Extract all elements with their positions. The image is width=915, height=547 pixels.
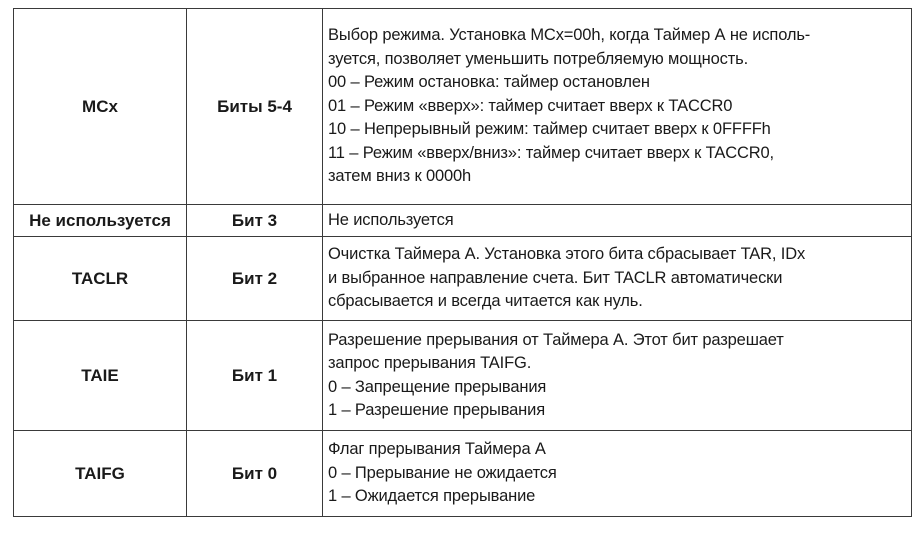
- description-line: Очистка Таймера А. Установка этого бита сбрасывает TAR, IDx: [328, 245, 806, 264]
- description-line: зуется, позволяет уменьшить потребляемую мощность.: [328, 49, 749, 68]
- description-line: Не используется: [328, 210, 454, 229]
- table-row: [14, 9, 912, 205]
- field-name: MCx: [14, 9, 187, 205]
- field-description: [323, 431, 912, 517]
- field-name: TAIFG: [14, 431, 187, 517]
- bit-range: Биты 5-4: [187, 9, 323, 205]
- table-row: [14, 205, 912, 237]
- bit-range: Бит 0: [187, 431, 323, 517]
- bit-range: Бит 1: [187, 321, 323, 431]
- field-name: Не используется: [14, 205, 187, 237]
- field-name: TAIE: [14, 321, 187, 431]
- description-line: 01 – Режим «вверх»: таймер считает вверх к TACCR0: [328, 96, 733, 115]
- field-name: TACLR: [14, 237, 187, 321]
- description-line: Разрешение прерывания от Таймера А. Этот бит разрешает: [328, 330, 784, 349]
- description-line: Флаг прерывания Таймера А: [328, 440, 546, 459]
- field-description: [323, 321, 912, 431]
- description-line: 00 – Режим остановка: таймер остановлен: [328, 73, 650, 92]
- bit-range: Бит 2: [187, 237, 323, 321]
- register-bits-table: [13, 8, 912, 517]
- table-row: [14, 321, 912, 431]
- description-line: и выбранное направление счета. Бит TACLR автоматически: [328, 268, 783, 287]
- table-row: [14, 431, 912, 517]
- description-line: 1 – Разрешение прерывания: [328, 401, 545, 419]
- description-line: запрос прерывания TAIFG.: [328, 354, 532, 372]
- description-line: затем вниз к 0000h: [328, 167, 472, 186]
- description-line: 0 – Запрещение прерывания: [328, 377, 547, 396]
- bit-range: Бит 3: [187, 205, 323, 237]
- description-line: 10 – Непрерывный режим: таймер считает вверх к 0FFFFh: [328, 120, 771, 139]
- field-description: [323, 205, 912, 237]
- field-description: [323, 9, 912, 205]
- description-line: Выбор режима. Установка MCx=00h, когда Таймер А не исполь-: [328, 26, 811, 45]
- description-line: 0 – Прерывание не ожидается: [328, 463, 557, 482]
- description-line: 11 – Режим «вверх/вниз»: таймер считает вверх к TACCR0,: [328, 143, 774, 162]
- field-description: [323, 237, 912, 321]
- description-line: сбрасывается и всегда читается как нуль.: [328, 292, 643, 311]
- description-line: 1 – Ожидается прерывание: [328, 487, 536, 506]
- table-row: [14, 237, 912, 321]
